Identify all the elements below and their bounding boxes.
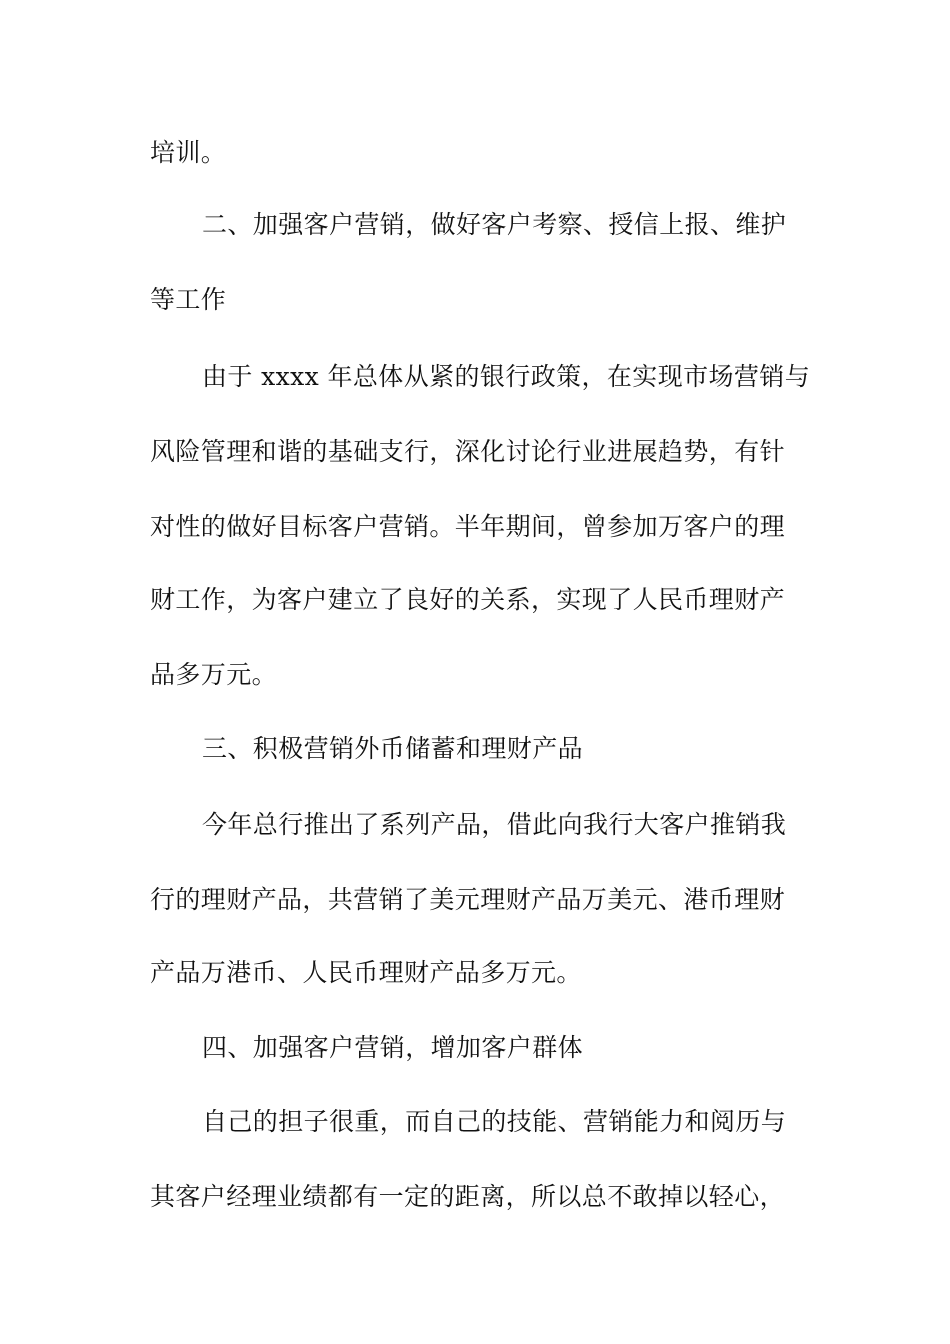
section-heading-2-cont: 等工作	[150, 285, 227, 314]
paragraph-line: 其客户经理业绩都有一定的距离，所以总不敢掉以轻心，	[150, 1182, 786, 1211]
paragraph-line: 财工作，为客户建立了良好的关系，实现了人民币理财产	[150, 585, 786, 614]
paragraph-line: 由于 xxxx 年总体从紧的银行政策，在实现市场营销与	[202, 362, 811, 391]
paragraph-line: 行的理财产品，共营销了美元理财产品万美元、港币理财	[150, 885, 786, 914]
paragraph-line: 对性的做好目标客户营销。半年期间，曾参加万客户的理	[150, 512, 786, 541]
section-heading-2: 二、加强客户营销，做好客户考察、授信上报、维护	[202, 210, 787, 239]
paragraph-line: 产品万港币、人民币理财产品多万元。	[150, 958, 582, 987]
paragraph-line: 今年总行推出了系列产品，借此向我行大客户推销我	[202, 810, 787, 839]
text-line-continuation: 培训。	[150, 138, 227, 167]
section-heading-4: 四、加强客户营销，增加客户群体	[202, 1033, 584, 1062]
paragraph-line: 品多万元。	[150, 660, 278, 689]
section-heading-3: 三、积极营销外币储蓄和理财产品	[202, 734, 584, 763]
paragraph-line: 风险管理和谐的基础支行，深化讨论行业进展趋势，有针	[150, 437, 786, 466]
paragraph-line: 自己的担子很重，而自己的技能、营销能力和阅历与	[202, 1107, 787, 1136]
